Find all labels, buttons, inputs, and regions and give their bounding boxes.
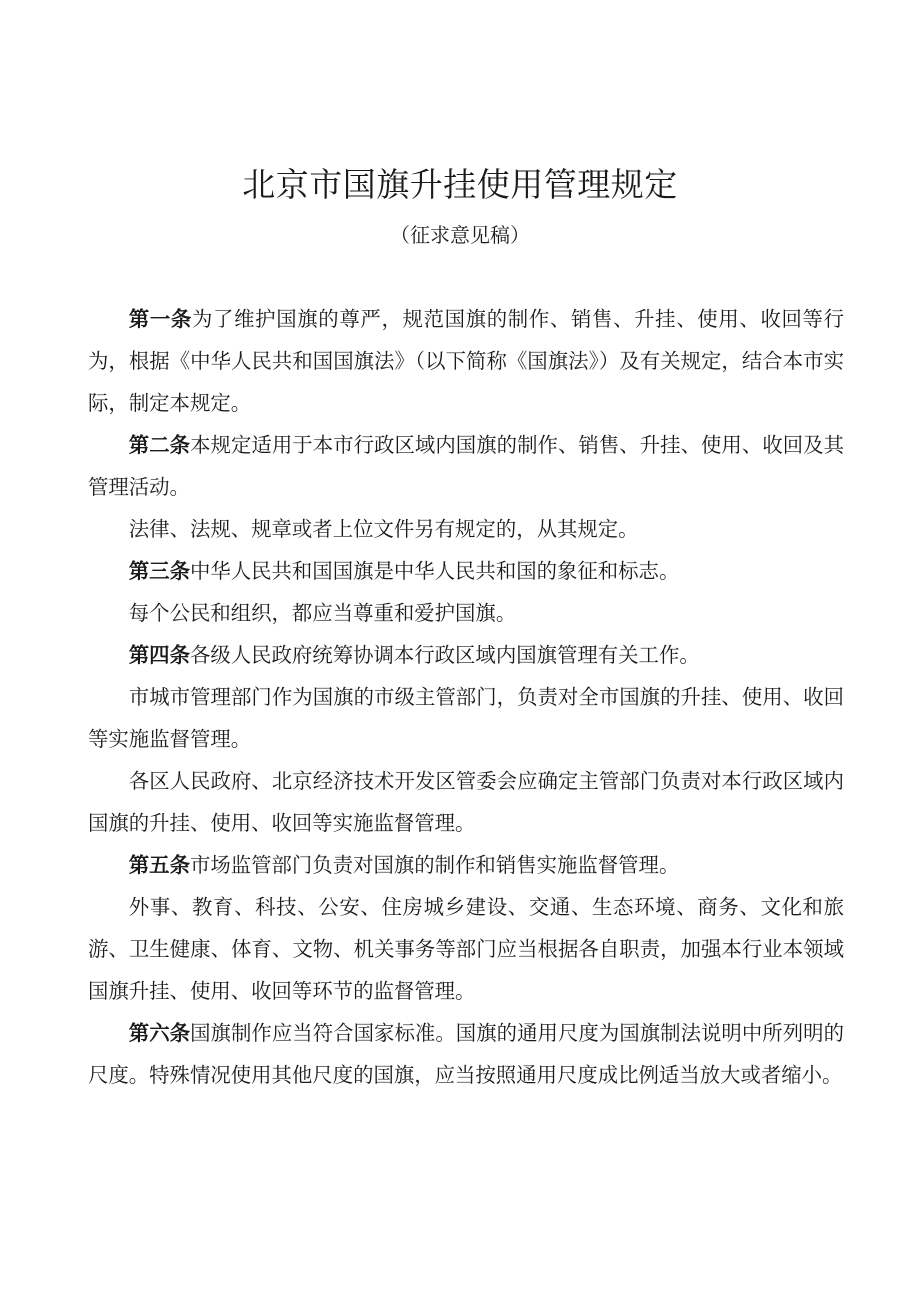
article-label: 第二条 xyxy=(128,433,191,457)
paragraph-text: 本规定适用于本市行政区域内国旗的制作、销售、升挂、使用、收回及其管理活动。 xyxy=(88,433,845,499)
paragraph-text: 外事、教育、科技、公安、住房城乡建设、交通、生态环境、商务、文化和旅游、卫生健康、体育、文物、机关事务等部门应当根据各自职责，加强本行业本领域国旗升挂、使用、收回等环节的监督管理。 xyxy=(88,895,844,1003)
article-label: 第五条 xyxy=(128,853,190,877)
paragraph-text: 法律、法规、规章或者上位文件另有规定的，从其规定。 xyxy=(128,517,639,541)
article-label: 第三条 xyxy=(128,559,190,583)
document-subtitle: （征求意见稿） xyxy=(390,223,530,247)
paragraph-article-6 xyxy=(88,1012,844,1096)
paragraph-article-4 xyxy=(88,634,844,676)
paragraph-article-3 xyxy=(88,550,844,592)
paragraph-article-5 xyxy=(88,844,844,886)
paragraph xyxy=(88,676,844,760)
article-label: 第六条 xyxy=(128,1021,191,1045)
paragraph-text: 市城市管理部门作为国旗的市级主管部门，负责对全市国旗的升挂、使用、收回等实施监督管理。 xyxy=(88,685,844,751)
paragraph-text: 各区人民政府、北京经济技术开发区管委会应确定主管部门负责对本行政区域内国旗的升挂、使用、收回等实施监督管理。 xyxy=(88,769,844,835)
paragraph-text: 中华人民共和国国旗是中华人民共和国的象征和标志。 xyxy=(189,559,680,583)
document-title: 北京市国旗升挂使用管理规定 xyxy=(242,165,678,204)
paragraph-text: 国旗制作应当符合国家标准。国旗的通用尺度为国旗制法说明中所列明的尺度。特殊情况使用其他尺度的国旗，应当按照通用尺度成比例适当放大或者缩小。 xyxy=(88,1021,845,1087)
document-body xyxy=(88,298,844,1096)
paragraph xyxy=(88,592,844,634)
paragraph-text: 每个公民和组织，都应当尊重和爱护国旗。 xyxy=(128,601,517,625)
paragraph-text: 市场监管部门负责对国旗的制作和销售实施监督管理。 xyxy=(189,853,680,877)
paragraph-text: 为了维护国旗的尊严，规范国旗的制作、销售、升挂、使用、收回等行为，根据《中华人民共和国国旗法》（以下简称《国旗法》）及有关规定，结合本市实际，制定本规定。 xyxy=(88,307,845,415)
paragraph-article-2 xyxy=(88,424,844,508)
paragraph-article-1 xyxy=(88,298,844,424)
paragraph xyxy=(88,886,844,1012)
paragraph-text: 各级人民政府统筹协调本行政区域内国旗管理有关工作。 xyxy=(189,643,700,667)
paragraph xyxy=(88,760,844,844)
article-label: 第一条 xyxy=(128,307,192,331)
article-label: 第四条 xyxy=(128,643,190,667)
paragraph xyxy=(88,508,844,550)
